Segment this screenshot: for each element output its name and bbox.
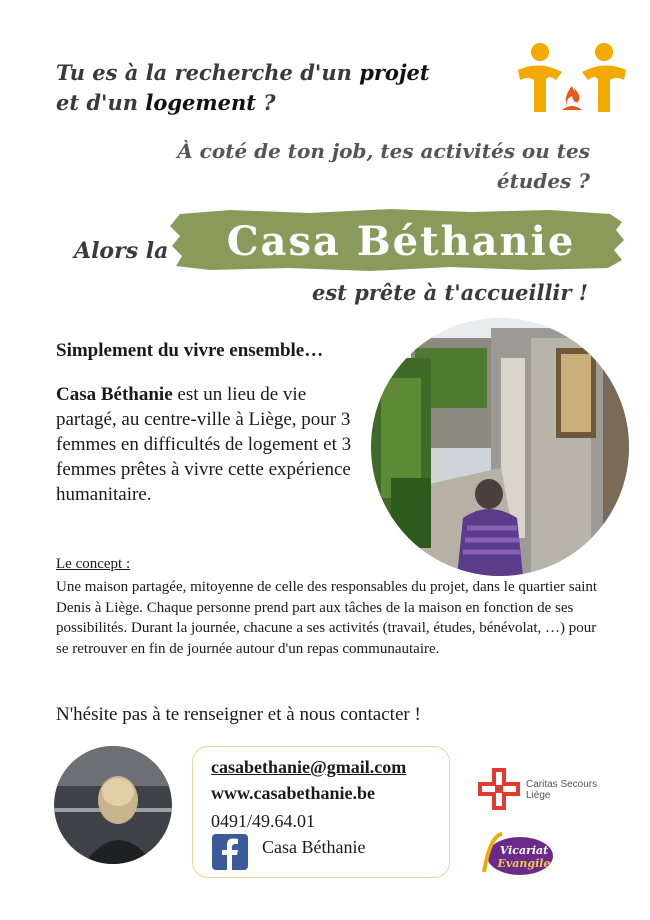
- woman-photo: [54, 746, 172, 864]
- casa-bethanie-name: Casa Béthanie: [56, 384, 173, 405]
- phone-number: 0491/49.64.01: [211, 811, 316, 831]
- concept-text: Une maison partagée, mitoyenne de celle des responsables du projet, dans le quartier saint Denis à Liège. Chaque personne prend part aux tâches de la maison en fonction de ses possibilités. Durant la journée, chacune a ses activités (travail, études, bénévolat, …) pour se retrouver en fin de journée autour d'un repas communautaire.: [56, 579, 598, 657]
- courtyard-photo: [371, 318, 629, 576]
- caritas-cross-icon: [478, 768, 520, 810]
- intro-paragraph-text: est un lieu de vie partagé, au centre-ville à Liège, pour 3 femmes en difficultés de logement et 3 femmes prêtes à vivre cette expérience humanitaire.: [56, 384, 352, 505]
- vicariat-line2: Evangile: [497, 857, 551, 870]
- casa-bethanie-logo: [516, 40, 628, 114]
- website-link[interactable]: www.casabethanie.be: [211, 783, 376, 803]
- vicariat-line1: Vicariat: [499, 844, 549, 857]
- intro-question: [56, 58, 430, 118]
- caritas-name: Caritas Secours: [526, 779, 598, 790]
- prete-text: est prête à t'accueillir !: [311, 280, 588, 305]
- intro-line1-text: Tu es à la recherche d'un: [56, 60, 360, 85]
- vicariat-evangile-logo: [480, 832, 554, 878]
- casa-bethanie-title: Casa Béthanie: [226, 218, 576, 265]
- alors-la-text: Alors la: [74, 238, 169, 264]
- intro-line3: À coté de ton job, tes activités ou tes: [177, 139, 590, 163]
- facebook-icon[interactable]: [212, 834, 248, 870]
- intro-line2-text: et d'un: [56, 90, 146, 115]
- intro-line2-end: ?: [255, 90, 276, 115]
- caritas-text: [526, 779, 597, 801]
- contact-invite: N'hésite pas à te renseigner et à nous contacter !: [56, 704, 421, 725]
- section-subtitle: Simplement du vivre ensemble…: [56, 340, 324, 361]
- facebook-page-name[interactable]: Casa Béthanie: [262, 837, 366, 857]
- intro-logement-emphasis: logement: [145, 90, 256, 115]
- caritas-city: Liège: [526, 790, 551, 801]
- concept-label: Le concept :: [56, 556, 131, 572]
- intro-subquestion: [160, 136, 590, 196]
- email-link[interactable]: casabethanie@gmail.com: [211, 757, 407, 777]
- intro-paragraph: [56, 382, 356, 507]
- intro-projet-emphasis: projet: [359, 60, 430, 85]
- intro-line4: études ?: [496, 169, 590, 193]
